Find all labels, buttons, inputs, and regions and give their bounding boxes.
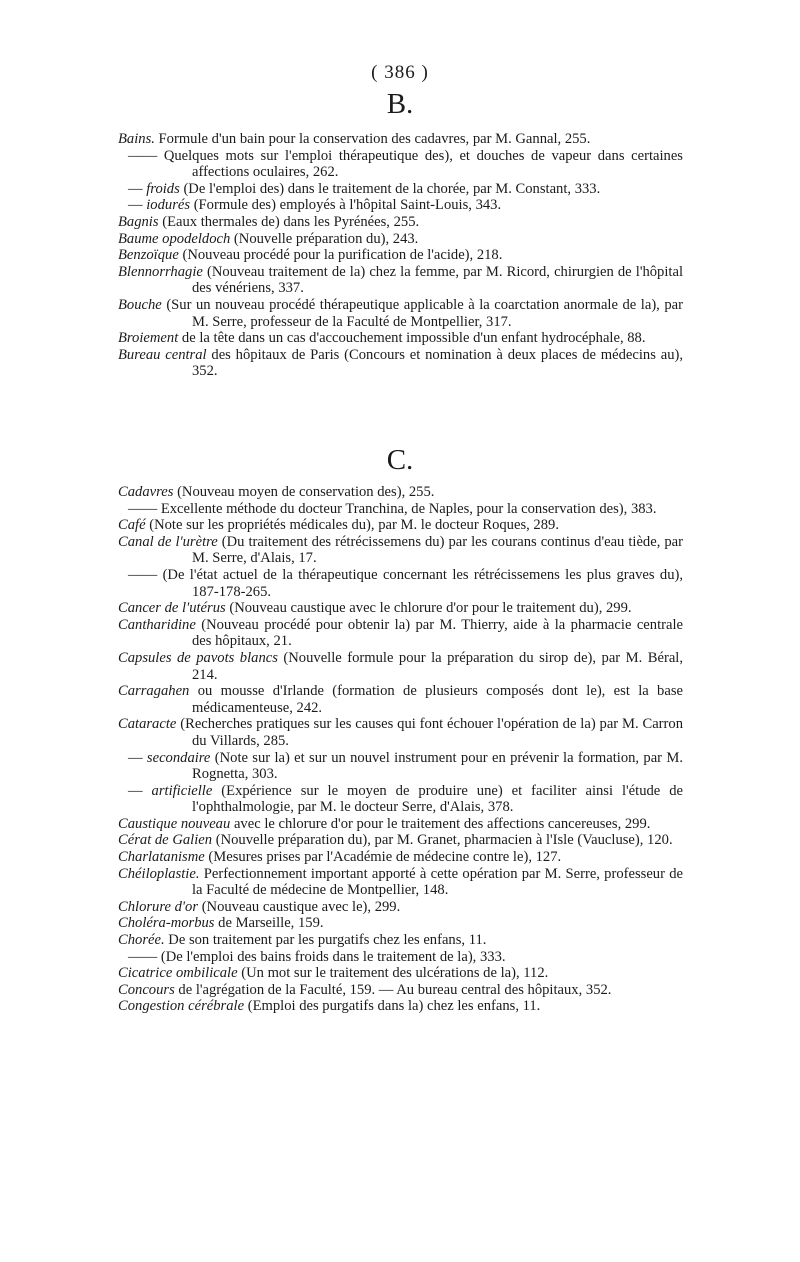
entry-dash: — bbox=[128, 197, 143, 214]
entry-keyword: Benzoïque bbox=[118, 247, 179, 264]
entry-text: Perfectionnement important apporté à cette opération par M. Serre, professeur de la Faculté de médecine de Montpellier, 148. bbox=[192, 865, 683, 899]
entry-keyword: Cataracte bbox=[118, 716, 177, 733]
entry-keyword: Bains. bbox=[118, 131, 155, 147]
entry-text: de la tête dans un cas d'accouchement impossible d'un enfant hydrocéphale, 88. bbox=[181, 330, 646, 347]
entry-dash: — bbox=[128, 749, 143, 766]
entry-text: (Formule des) employés à l'hôpital Saint-Louis, 343. bbox=[193, 197, 502, 214]
index-subentry bbox=[118, 197, 683, 214]
entry-keyword: Bureau central bbox=[118, 346, 207, 363]
index-entry bbox=[118, 347, 683, 380]
entry-keyword: Congestion cérébrale bbox=[118, 998, 245, 1015]
index-entry bbox=[118, 982, 683, 999]
entry-keyword: Cantharidine bbox=[118, 616, 196, 633]
entry-text: (Nouvelle préparation du), par M. Granet, pharmacien à l'Isle (Vaucluse), 120. bbox=[215, 832, 673, 849]
index-entry bbox=[118, 297, 683, 330]
entry-text: (Nouveau traitement de la) chez la femme, par M. Ricord, chirurgien de l'hôpital des vénériens, 337. bbox=[192, 263, 683, 297]
index-subentry bbox=[118, 567, 683, 600]
entry-text: (Note sur les propriétés médicales du), par M. le docteur Roques, 289. bbox=[149, 517, 559, 534]
entry-keyword: Cicatrice ombilicale bbox=[118, 965, 238, 982]
entry-text: (De l'état actuel de la thérapeutique concernant les rétrécissemens les plus graves du), 187-178-265. bbox=[162, 566, 683, 600]
entry-keyword: froids bbox=[146, 180, 180, 197]
entry-text: de l'agrégation de la Faculté, 159. — Au bureau central des hôpitaux, 352. bbox=[178, 981, 612, 998]
index-entry bbox=[118, 816, 683, 833]
entry-keyword: Charlatanisme bbox=[118, 849, 205, 866]
entry-text: (Du traitement des rétrécissemens du) par les courans continus d'eau tiède, par M. Serre, d'Alais, 17. bbox=[192, 533, 683, 567]
entry-keyword: Blennorrhagie bbox=[118, 263, 203, 280]
entry-keyword: artificielle bbox=[151, 782, 213, 799]
entry-text: (De l'emploi des) dans le traitement de la chorée, par M. Constant, 333. bbox=[183, 180, 601, 197]
section-letter-c: C. bbox=[386, 444, 414, 476]
index-entry bbox=[118, 899, 683, 916]
index-entry bbox=[118, 866, 683, 899]
entry-text: De son traitement par les purgatifs chez les enfans, 11. bbox=[168, 932, 487, 949]
entry-text: (Expérience sur le moyen de produire une) et faciliter ainsi l'étude de l'ophthalmologie, par M. le docteur Serre, d'Alais, 378. bbox=[192, 782, 683, 816]
entry-keyword: Broiement bbox=[118, 330, 179, 347]
index-subentry bbox=[118, 501, 683, 518]
entry-dash: —— bbox=[128, 948, 158, 965]
entry-keyword: Capsules de pavots blancs bbox=[118, 649, 278, 666]
entry-text: Excellente méthode du docteur Tranchina, de Naples, pour la conservation des), 383. bbox=[160, 500, 657, 517]
entry-text: (Recherches pratiques sur les causes qui font échouer l'opération de la) par M. Carron du Villards, 285. bbox=[180, 716, 683, 749]
index-subentry bbox=[118, 949, 683, 966]
entry-text: (Mesures prises par l'Académie de médecine contre le), 127. bbox=[208, 849, 562, 866]
index-entry bbox=[118, 484, 683, 501]
section-c-entries bbox=[118, 484, 683, 1015]
entry-keyword: Canal de l'urètre bbox=[118, 533, 218, 550]
entry-keyword: Caustique nouveau bbox=[118, 815, 231, 832]
entry-text: (Nouvelle préparation du), 243. bbox=[233, 230, 419, 247]
index-entry bbox=[118, 683, 683, 716]
index-entry bbox=[118, 915, 683, 932]
index-entry bbox=[118, 932, 683, 949]
entry-text: (Nouveau procédé pour la purification de l'acide), 218. bbox=[182, 247, 503, 264]
entry-text: (Nouveau caustique avec le chlorure d'or pour le traitement du), 299. bbox=[229, 600, 632, 617]
index-entry bbox=[118, 517, 683, 534]
entry-keyword: Chéiloplastie. bbox=[118, 865, 200, 882]
entry-text: (Sur un nouveau procédé thérapeutique applicable à la coarctation anormale de la), par M. Serre, professeur de la Faculté de Montpellier, 317. bbox=[166, 296, 683, 330]
index-entry bbox=[118, 832, 683, 849]
entry-keyword: Carragahen bbox=[118, 683, 190, 700]
entry-text: (Nouveau caustique avec le), 299. bbox=[201, 898, 401, 915]
entry-keyword: Cérat de Galien bbox=[118, 832, 213, 849]
entry-text: avec le chlorure d'or pour le traitement des affections cancereuses, 299. bbox=[233, 815, 651, 832]
entry-text: Formule d'un bain pour la conservation des cadavres, par M. Gannal, 255. bbox=[158, 131, 591, 147]
index-entry bbox=[118, 617, 683, 650]
entry-keyword: Cadavres bbox=[118, 484, 174, 500]
index-entry bbox=[118, 534, 683, 567]
index-entry bbox=[118, 264, 683, 297]
entry-text: (Nouveau moyen de conservation des), 255. bbox=[177, 484, 435, 500]
index-subentry bbox=[118, 783, 683, 816]
index-subentry bbox=[118, 181, 683, 198]
entry-keyword: Baume opodeldoch bbox=[118, 230, 231, 247]
entry-keyword: Concours bbox=[118, 981, 175, 998]
entry-text: (De l'emploi des bains froids dans le traitement de la), 333. bbox=[160, 948, 506, 965]
entry-keyword: Choléra-morbus bbox=[118, 915, 215, 932]
index-entry bbox=[118, 716, 683, 749]
index-entry bbox=[118, 231, 683, 248]
entry-text: (Nouvelle formule pour la préparation du sirop de), par M. Béral, 214. bbox=[192, 649, 683, 683]
index-entry bbox=[118, 650, 683, 683]
entry-text: Quelques mots sur l'emploi thérapeutique des), et douches de vapeur dans certaines affections oculaires, 262. bbox=[163, 147, 683, 181]
entry-dash: —— bbox=[128, 566, 158, 583]
section-letter-b: B. bbox=[386, 88, 414, 120]
entry-text: (Emploi des purgatifs dans la) chez les enfans, 11. bbox=[247, 998, 541, 1015]
entry-keyword: Cancer de l'utérus bbox=[118, 600, 226, 617]
entry-text: de Marseille, 159. bbox=[218, 915, 324, 932]
entry-keyword: Bagnis bbox=[118, 213, 159, 230]
entry-keyword: secondaire bbox=[146, 749, 211, 766]
index-entry bbox=[118, 131, 683, 148]
index-subentry bbox=[118, 148, 683, 181]
entry-text: (Un mot sur le traitement des ulcérations de la), 112. bbox=[241, 965, 549, 982]
index-entry bbox=[118, 214, 683, 231]
index-entry bbox=[118, 849, 683, 866]
entry-keyword: Chorée. bbox=[118, 932, 165, 949]
entry-text: (Note sur la) et sur un nouvel instrument pour en prévenir la formation, par M. Rognetta, 303. bbox=[192, 749, 683, 783]
index-entry bbox=[118, 600, 683, 617]
entry-keyword: Café bbox=[118, 517, 146, 534]
entry-text: (Eaux thermales de) dans les Pyrénées, 255. bbox=[162, 213, 420, 230]
entry-dash: —— bbox=[128, 500, 158, 517]
entry-text: ou mousse d'Irlande (formation de plusieurs composés dont le), est la base médicamenteuse, 242. bbox=[192, 683, 683, 716]
page-number: ( 386 ) bbox=[371, 62, 429, 83]
entry-dash: — bbox=[128, 180, 143, 197]
entry-text: (Nouveau procédé pour obtenir la) par M. Thierry, aide à la pharmacie centrale des hôpitaux, 21. bbox=[192, 616, 683, 650]
index-entry bbox=[118, 998, 683, 1015]
entry-keyword: Bouche bbox=[118, 296, 162, 313]
entry-keyword: iodurés bbox=[146, 197, 191, 214]
section-b-entries bbox=[118, 131, 683, 380]
entry-keyword: Chlorure d'or bbox=[118, 898, 199, 915]
entry-dash: —— bbox=[128, 147, 158, 164]
entry-dash: — bbox=[128, 782, 143, 799]
index-subentry bbox=[118, 750, 683, 783]
index-entry bbox=[118, 965, 683, 982]
index-entry bbox=[118, 330, 683, 347]
entry-text: des hôpitaux de Paris (Concours et nomination à deux places de médecins au), 352. bbox=[192, 346, 683, 380]
index-entry bbox=[118, 247, 683, 264]
